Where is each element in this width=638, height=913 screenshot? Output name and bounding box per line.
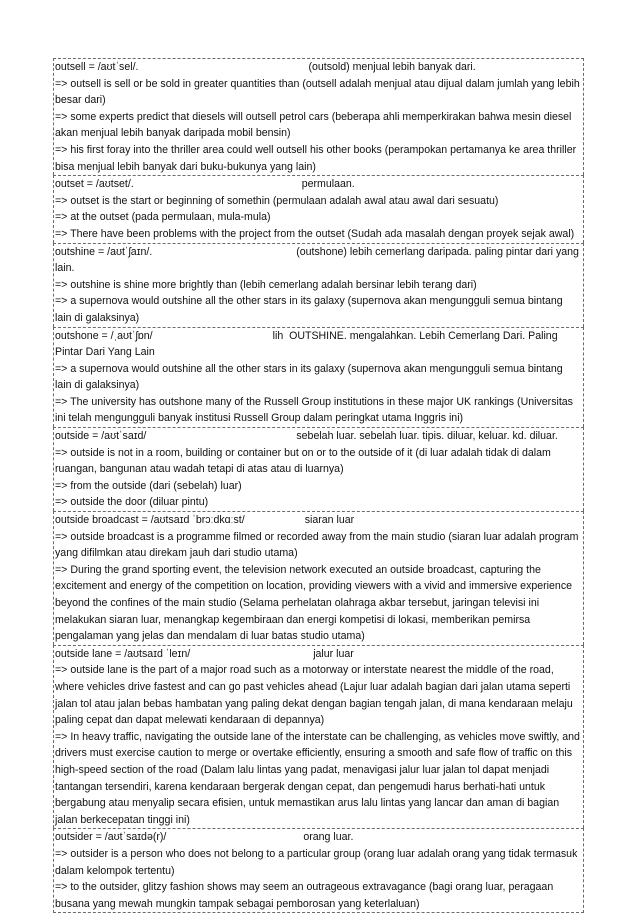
dictionary-entry xyxy=(53,828,584,913)
example-line: => outside broadcast is a programme filmed or recorded away from the main studio (siaran luar adalah program yang difilmkan atau direkam jauh dari studio utama) xyxy=(55,530,579,560)
entry-term: outside lane = /aʊtsaɪd ˈleɪn/ xyxy=(55,647,191,660)
example-line: => a supernova would outshine all the other stars in its galaxy (supernova akan mengungguli semua bintang lain di galaksinya) xyxy=(55,295,563,324)
example-line: => outshine is shine more brightly than (lebih cemerlang adalah bersinar lebih terang dari) xyxy=(55,278,477,291)
entry-heading xyxy=(55,244,582,277)
entry-meaning: (outsold) menjual lebih banyak dari. xyxy=(308,61,476,73)
dictionary-entry xyxy=(53,327,584,428)
dictionary-entry xyxy=(53,243,584,327)
example-line: => outsider is a person who does not belong to a particular group (orang luar adalah orang yang tidak termasuk dalam kelompok tertentu) xyxy=(55,847,578,877)
example-line: => from the outside (dari (sebelah) luar) xyxy=(55,479,242,492)
entry-heading xyxy=(55,176,582,193)
dictionary-entry xyxy=(53,645,584,829)
entry-meaning: sebelah luar. sebelah luar. tipis. diluar, keluar. kd. diluar. xyxy=(296,430,558,443)
example-line: => The university has outshone many of the Russell Group institutions in these major UK rankings (Universitas ini telah mengungguli banyak institusi Russell Group dalam peringkat utama Inggris ini) xyxy=(55,395,573,425)
example-line: => During the grand sporting event, the television network executed an outside broadcast, capturing the excitement and energy of the competition on location, providing viewers with a vivid and immersive experience beyond the confines of the main studio (Selama perhelatan olahraga akbar tersebut, jaringan televisi ini melakukan siaran luar, menangkap kegembiraan dan energi kompetisi di lokasi, memberikan pemirsa pengalaman yang jelas dan mendalam di luar batas studio utama) xyxy=(55,563,573,643)
example-line: => his first foray into the thriller area could well outsell his other books (perampokan pertamanya ke area thriller bisa menjual lebih banyak dari buku-bukunya yang lain) xyxy=(55,143,577,173)
example-line: => outside lane is the part of a major road such as a motorway or interstate nearest the middle of the road, where vehicles drive fastest and can go past vehicles ahead (Lajur luar adalah bagian dari jalan utama seperti jalan tol atau jalan bebas hambatan yang paling dekat dengan bagian tengah jalan, di mana kendaraan melaju paling cepat dan dapat melewati kendaraan di depannya) xyxy=(55,664,573,727)
example-line: => outside is not in a room, building or container but on or to the outside of it (di luar adalah tidak di dalam ruangan, bangunan atau wadah tetapi di atas atau di luarnya) xyxy=(55,446,551,476)
entry-term: outsider = /aʊtˈsaɪdə(r)/ xyxy=(55,831,167,844)
entry-heading xyxy=(55,646,582,663)
dictionary-entry xyxy=(53,175,584,242)
example-line: => There have been problems with the project from the outset (Sudah ada masalah dengan proyek sejak awal) xyxy=(55,227,575,240)
example-line: => some experts predict that diesels will outsell petrol cars (beberapa ahli memperkirakan bahwa mesin diesel akan menjual lebih banyak daripada mobil bensin) xyxy=(55,110,572,140)
entry-meaning: orang luar. xyxy=(303,831,354,844)
dictionary-entry xyxy=(53,427,584,511)
entry-heading xyxy=(55,512,582,529)
entry-heading xyxy=(55,829,582,846)
entry-meaning: lih OUTSHINE. mengalahkan. Lebih Cemerlang Dari. Paling Pintar Dari Yang Lain xyxy=(55,329,561,359)
example-line: => a supernova would outshine all the other stars in its galaxy (supernova akan mengungguli semua bintang lain di galaksinya) xyxy=(55,362,563,392)
entry-meaning: permulaan. xyxy=(301,178,355,191)
example-line: => at the outset (pada permulaan, mula-mula) xyxy=(55,211,271,224)
entry-term: outset = /aʊtset/. xyxy=(55,178,134,191)
entry-meaning: siaran luar xyxy=(304,514,355,527)
entry-meaning: (outshone) lebih cemerlang daripada. paling pintar dari yang lain. xyxy=(55,245,582,275)
entry-heading xyxy=(55,428,582,445)
entry-term: outside = /aʊtˈsaɪd/ xyxy=(55,430,147,443)
example-line: => to the outsider, glitzy fashion shows may seem an outrageous extravagance (bagi orang luar, peragaan busana yang mewah mungkin tampak sebagai pemborosan yang keterlaluan) xyxy=(55,881,554,910)
dictionary-entry xyxy=(53,511,584,645)
entry-term: outside broadcast = /aʊtsaɪd ˈbrɔːdkɑːst/ xyxy=(55,514,245,527)
entry-meaning: jalur luar xyxy=(313,647,354,660)
entry-heading xyxy=(55,328,582,361)
entry-term: outshine = /aʊtˈʃaɪn/. xyxy=(55,245,153,258)
entry-heading xyxy=(55,59,582,76)
example-line: => outset is the start or beginning of somethin (permulaan adalah awal atau awal dari sesuatu) xyxy=(55,194,499,207)
example-line: => outside the door (diluar pintu) xyxy=(55,496,209,509)
dictionary-page xyxy=(53,58,584,913)
example-line: => outsell is sell or be sold in greater quantities than (outsell adalah menjual atau dijual dalam jumlah yang lebih besar dari) xyxy=(55,77,580,107)
entry-term: outsell = /aʊtˈsel/. xyxy=(55,61,139,73)
entry-term: outshone = /ˌaʊtˈʃɒn/ xyxy=(55,329,153,342)
dictionary-entry xyxy=(53,58,584,175)
example-line: => In heavy traffic, navigating the outside lane of the interstate can be challenging, as vehicles move swiftly, and drivers must exercise caution to merge or overtake efficiently, ensuring a smooth and safe flow of traffic on this high-speed section of the road (Dalam lalu lintas yang padat, menavigasi jalur luar jalan tol dapat menjadi tantangan tersendiri, karena kendaraan bergerak dengan cepat, dan pengemudi harus berhati-hati untuk bergabung atau menyalip secara efisien, untuk memastikan arus lalu lintas yang lancar dan aman di bagian jalan berkecepatan tinggi ini) xyxy=(55,730,580,826)
